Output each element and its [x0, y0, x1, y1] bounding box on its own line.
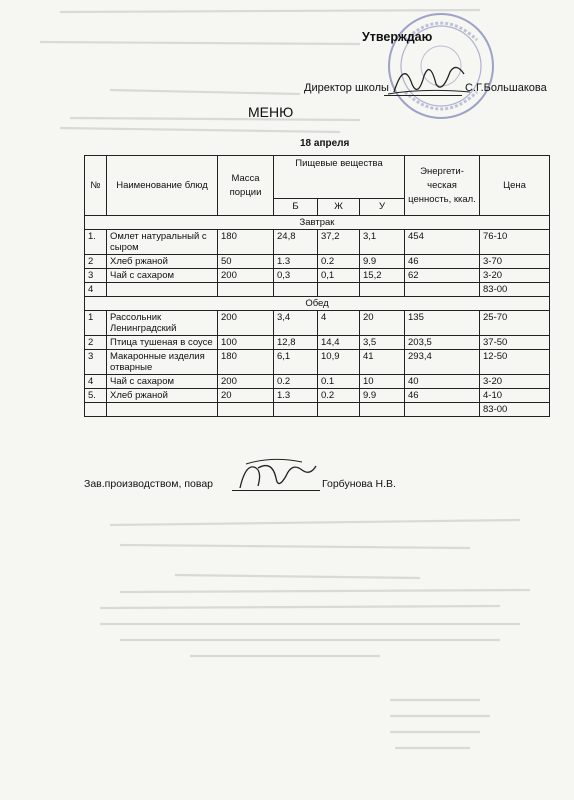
cell-num: 1. — [85, 230, 107, 255]
cell-energy — [405, 403, 480, 417]
cook-signature-line — [232, 490, 320, 491]
cell-num: 1 — [85, 311, 107, 336]
cell-u: 10 — [360, 375, 405, 389]
cell-zh: 0.2 — [318, 255, 360, 269]
cell-mass: 200 — [218, 375, 274, 389]
cell-price: 83-00 — [480, 403, 550, 417]
table-row — [85, 230, 550, 255]
table-row — [85, 403, 550, 417]
cell-num: 2 — [85, 336, 107, 350]
cell-price: 37-50 — [480, 336, 550, 350]
cell-mass: 50 — [218, 255, 274, 269]
table-header-row — [85, 156, 550, 199]
approve-heading: Утверждаю — [362, 30, 433, 44]
cell-energy: 135 — [405, 311, 480, 336]
cell-name: Омлет натуральный с сыром — [107, 230, 218, 255]
menu-title: МЕНЮ — [248, 104, 294, 120]
cell-b: 1.3 — [274, 389, 318, 403]
cell-mass — [218, 283, 274, 297]
cell-price: 3-20 — [480, 375, 550, 389]
cell-b — [274, 283, 318, 297]
cell-price: 3-70 — [480, 255, 550, 269]
cell-num: 5. — [85, 389, 107, 403]
cell-num: 2 — [85, 255, 107, 269]
cell-price: 12-50 — [480, 350, 550, 375]
cell-name: Чай с сахаром — [107, 269, 218, 283]
cell-u — [360, 403, 405, 417]
cell-zh: 10,9 — [318, 350, 360, 375]
director-name: С.Г.Большакова — [465, 82, 547, 94]
cell-price: 4-10 — [480, 389, 550, 403]
menu-date: 18 апреля — [300, 138, 350, 149]
cell-u — [360, 283, 405, 297]
cell-price: 25-70 — [480, 311, 550, 336]
cell-b: 24,8 — [274, 230, 318, 255]
header-u: У — [360, 199, 405, 216]
cell-energy: 40 — [405, 375, 480, 389]
cell-name — [107, 403, 218, 417]
cell-name: Хлеб ржаной — [107, 389, 218, 403]
table-row — [85, 269, 550, 283]
cell-energy: 293,4 — [405, 350, 480, 375]
director-signature — [384, 54, 474, 100]
cell-name: Рассольник Ленинградский — [107, 311, 218, 336]
cell-u: 3,1 — [360, 230, 405, 255]
table-row — [85, 255, 550, 269]
cell-num: 4 — [85, 283, 107, 297]
cell-name: Хлеб ржаной — [107, 255, 218, 269]
table-row — [85, 389, 550, 403]
cell-u: 3,5 — [360, 336, 405, 350]
director-role: Директор школы — [304, 82, 389, 94]
cell-mass: 200 — [218, 311, 274, 336]
cell-b — [274, 403, 318, 417]
cell-energy: 454 — [405, 230, 480, 255]
cell-zh: 0.2 — [318, 389, 360, 403]
cell-num: 3 — [85, 350, 107, 375]
cell-energy: 46 — [405, 255, 480, 269]
header-price: Цена — [480, 156, 550, 216]
cell-u: 20 — [360, 311, 405, 336]
section-row — [85, 297, 550, 311]
cell-b: 0,3 — [274, 269, 318, 283]
cell-energy: 203,5 — [405, 336, 480, 350]
table-row — [85, 283, 550, 297]
cell-mass: 20 — [218, 389, 274, 403]
cell-zh: 0,1 — [318, 269, 360, 283]
cell-energy — [405, 283, 480, 297]
cell-num: 3 — [85, 269, 107, 283]
table-row — [85, 336, 550, 350]
cell-zh: 37,2 — [318, 230, 360, 255]
cell-b: 6,1 — [274, 350, 318, 375]
cell-name: Чай с сахаром — [107, 375, 218, 389]
cell-zh: 4 — [318, 311, 360, 336]
cell-u: 15,2 — [360, 269, 405, 283]
cell-price: 76-10 — [480, 230, 550, 255]
menu-table-body — [85, 216, 550, 417]
cell-u: 9.9 — [360, 255, 405, 269]
header-name: Наименование блюд — [107, 156, 218, 216]
table-row — [85, 350, 550, 375]
cell-b: 0.2 — [274, 375, 318, 389]
cell-name — [107, 283, 218, 297]
cell-u: 41 — [360, 350, 405, 375]
header-b: Б — [274, 199, 318, 216]
cell-name: Птица тушеная в соусе — [107, 336, 218, 350]
cell-b: 12,8 — [274, 336, 318, 350]
cell-zh — [318, 403, 360, 417]
header-mass: Масса порции — [218, 156, 274, 216]
cell-zh: 14,4 — [318, 336, 360, 350]
cell-mass: 100 — [218, 336, 274, 350]
cell-price: 3-20 — [480, 269, 550, 283]
section-row — [85, 216, 550, 230]
cell-u: 9.9 — [360, 389, 405, 403]
header-nutrients: Пищевые вещества — [274, 156, 405, 199]
header-num: № — [85, 156, 107, 216]
cook-role: Зав.производством, повар — [84, 478, 213, 490]
cell-b: 3,4 — [274, 311, 318, 336]
cell-price: 83-00 — [480, 283, 550, 297]
table-row — [85, 375, 550, 389]
director-signature-line — [384, 95, 462, 96]
table-row — [85, 311, 550, 336]
cell-mass — [218, 403, 274, 417]
menu-table — [84, 155, 550, 417]
cell-mass: 200 — [218, 269, 274, 283]
cell-energy: 62 — [405, 269, 480, 283]
header-energy: Энергети-ческая ценность, ккал. — [405, 156, 480, 216]
section-title: Обед — [85, 297, 550, 311]
cell-zh: 0.1 — [318, 375, 360, 389]
cook-name: Горбунова Н.В. — [322, 478, 396, 490]
cell-b: 1.3 — [274, 255, 318, 269]
cell-name: Макаронные изделия отварные — [107, 350, 218, 375]
cell-zh — [318, 283, 360, 297]
cell-mass: 180 — [218, 230, 274, 255]
cell-energy: 46 — [405, 389, 480, 403]
cell-num: 4 — [85, 375, 107, 389]
cell-mass: 180 — [218, 350, 274, 375]
cell-num — [85, 403, 107, 417]
header-zh: Ж — [318, 199, 360, 216]
section-title: Завтрак — [85, 216, 550, 230]
